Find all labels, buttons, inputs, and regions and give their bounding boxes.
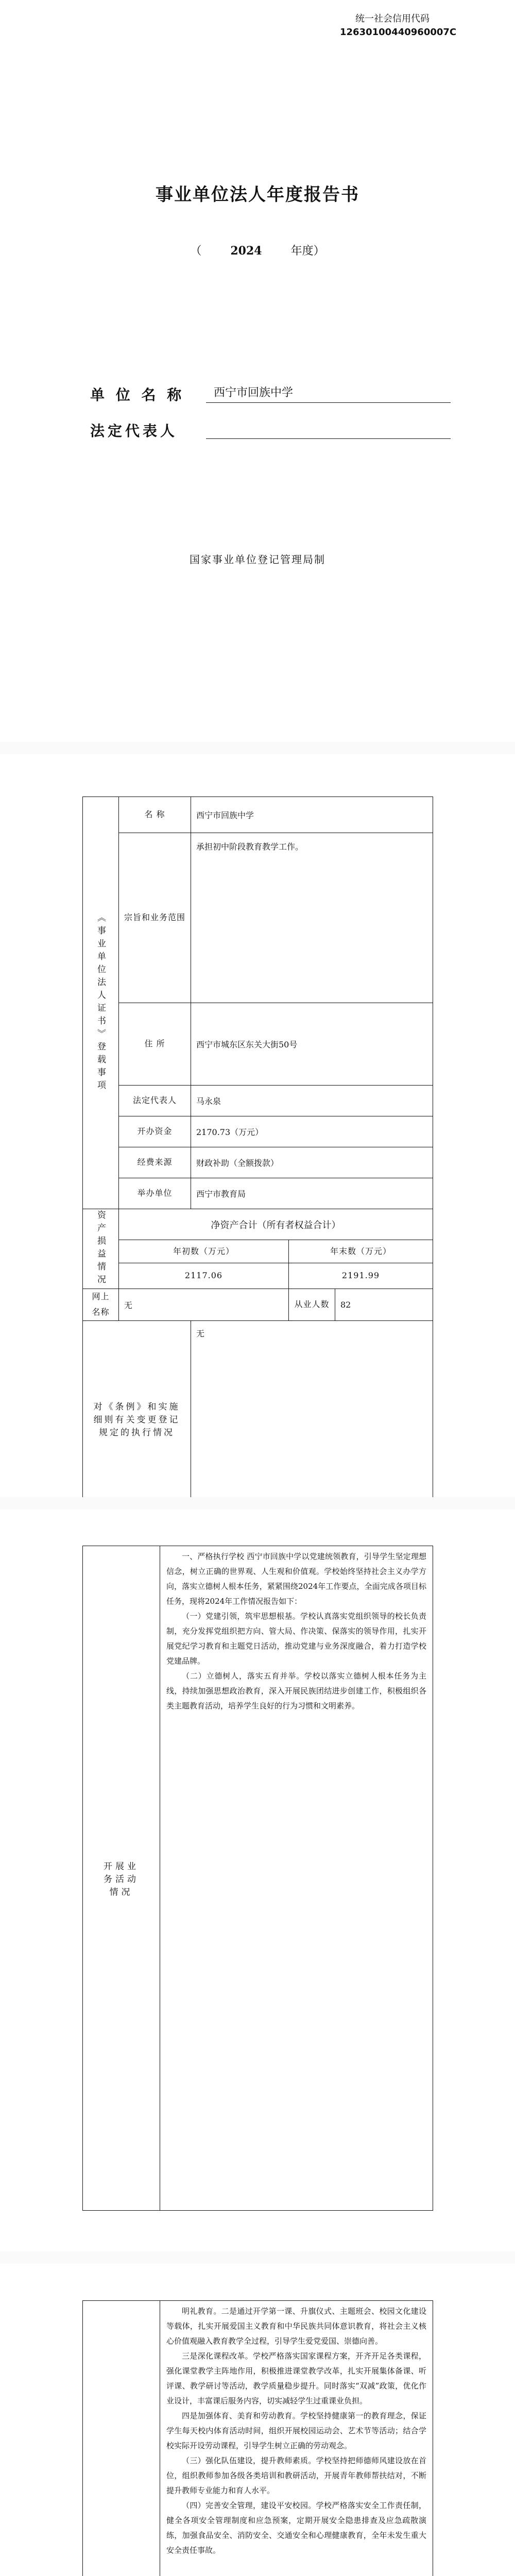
funding-label: 经费来源: [119, 1147, 191, 1178]
cert-group-label: 《事业单位法人证书》登载事项: [83, 797, 119, 1209]
business-paragraph: 三是深化课程改革。学校严格落实国家课程方案，开齐开足各类课程，强化课堂教学主阵地作用，积极推进课堂教学改革，扎实开展集体备课、听评课、教学研讨等活动，教学质量稳步提升。同时落实“双减”政策，优化作业设计，丰富课后服务内容，切实减轻学生过重课业负担。: [166, 2351, 426, 2405]
unit-name-value: 西宁市回族中学: [214, 386, 294, 399]
business-page-1: [0, 1510, 515, 2251]
begin-value: 2117.06: [119, 1263, 289, 1289]
business-paragraph: （二）立德树人，落实五育并举。学校以落实立德树人根本任务为主线，持续加强思想政治教育，深入开展民族团结进步创建工作，积极组织各类主题教育活动，培养学生良好的行为习惯和文明素养。: [166, 1671, 426, 1710]
document-title: 事业单位法人年度报告书: [156, 184, 359, 205]
credit-code: 12630100440960007C: [340, 27, 457, 38]
publisher: 国家事业单位登记管理局制: [190, 553, 325, 566]
capital-value: 2170.73（万元）: [191, 1116, 433, 1147]
begin-label: 年初数（万元）: [119, 1240, 289, 1263]
end-value: 2191.99: [289, 1263, 433, 1289]
name-label: 名 称: [119, 797, 191, 833]
name-value: 西宁市回族中学: [191, 797, 433, 833]
assets-group-label: 资产损益情况: [83, 1209, 119, 1289]
business-paragraph: 明礼教育。二是通过开学第一课、升旗仪式、主题班会、校园文化建设等载体，扎实开展爱国主义教育和中华民族共同体意识教育，将社会主义核心价值观融入教育教学全过程，引导学生爱党爱国、崇德向善。: [166, 2307, 426, 2346]
capital-label: 开办资金: [119, 1116, 191, 1147]
underline: [206, 438, 451, 439]
unit-name-row: [90, 384, 451, 404]
business-table-2: [82, 2300, 433, 2576]
year-value: 2024: [230, 244, 262, 258]
website-label: 网上名称: [83, 1289, 119, 1321]
compliance-label: 对《条例》和实施细则有关变更登记规定的执行情况: [83, 1320, 191, 1516]
business-table-1: [82, 1546, 433, 2211]
business-page-2: [0, 2264, 515, 2576]
compliance-value: 无: [191, 1320, 433, 1516]
address-label: 住 所: [119, 1003, 191, 1086]
business-paragraph: （三）强化队伍建设，提升教师素质。学校坚持把师德师风建设放在首位，组织教师参加各级各类培训和教研活动，开展青年教师帮扶结对，不断提升教师专业能力和育人水平。: [166, 2456, 426, 2495]
report-year: [0, 242, 515, 258]
address-value: 西宁市城东区东关大街50号: [191, 1003, 433, 1086]
empty-label-cell: [83, 2301, 160, 2576]
sponsor-label: 举办单位: [119, 1178, 191, 1209]
legal-rep-label: 法定代表人: [90, 422, 178, 439]
year-open: （: [190, 245, 202, 258]
business-text-2: [160, 2301, 433, 2576]
business-paragraph: 四是加强体育、美育和劳动教育。学校坚持健康第一的教育理念，保证学生每天校内体育活动时间，组织开展校园运动会、艺术节等活动；结合学校实际开设劳动课程，引导学生树立正确的劳动观念。: [166, 2411, 426, 2450]
business-paragraph: （一）党建引领，筑牢思想根基。学校认真落实党组织领导的校长负责制，充分发挥党组织把方向、管大局、作决策、保落实的领导作用，扎实开展党纪学习教育和主题党日活动，推动党建与业务深度融合，着力打造学校党建品牌。: [166, 1612, 426, 1666]
unit-name-label: 单 位 名 称: [90, 386, 185, 403]
staff-value: 82: [335, 1289, 433, 1321]
legal-rep-row: [90, 420, 451, 440]
business-label: 开展业务活动情况: [83, 1546, 160, 2211]
purpose-label: 宗旨和业务范围: [119, 833, 191, 1003]
business-paragraph: （四）完善安全管理，建设平安校园。学校严格落实安全工作责任制，健全各项安全管理制度和应急预案，定期开展安全隐患排查及应急疏散演练，加强食品安全、消防安全、交通安全和心理健康教育，全年未发生重大安全责任事故。: [166, 2501, 426, 2555]
end-label: 年末数（万元）: [289, 1240, 433, 1263]
registration-page: [0, 755, 515, 1497]
page-gap: [0, 2251, 515, 2264]
registration-table: [82, 796, 433, 1517]
business-paragraph: 一、严格执行学校 西宁市回族中学以党建统领教育，引导学生坚定理想信念，树立正确的世界观、人生观和价值观。学校始终坚持社会主义办学方向，落实立德树人根本任务，紧紧围绕2024年工作要点，全面完成各项目标任务，现将2024年工作情况报告如下：: [166, 1552, 426, 1606]
website-value: 无: [119, 1289, 289, 1321]
rep-label: 法定代表人: [119, 1086, 191, 1116]
page-gap: [0, 742, 515, 754]
purpose-value: 承担初中阶段教育教学工作。: [191, 833, 433, 1003]
year-close: 年度）: [290, 245, 325, 258]
staff-label: 从业人数: [289, 1289, 335, 1321]
sponsor-value: 西宁市教育局: [191, 1178, 433, 1209]
rep-value: 马永泉: [191, 1086, 433, 1116]
page-gap: [0, 1497, 515, 1510]
net-assets-header: 净资产合计（所有者权益合计）: [119, 1209, 433, 1240]
underline: [206, 402, 451, 403]
credit-code-label: 统一社会信用代码: [355, 13, 430, 24]
funding-value: 财政补助（全额拨款）: [191, 1147, 433, 1178]
cover-page: [0, 0, 515, 742]
business-text-1: [160, 1546, 433, 2211]
